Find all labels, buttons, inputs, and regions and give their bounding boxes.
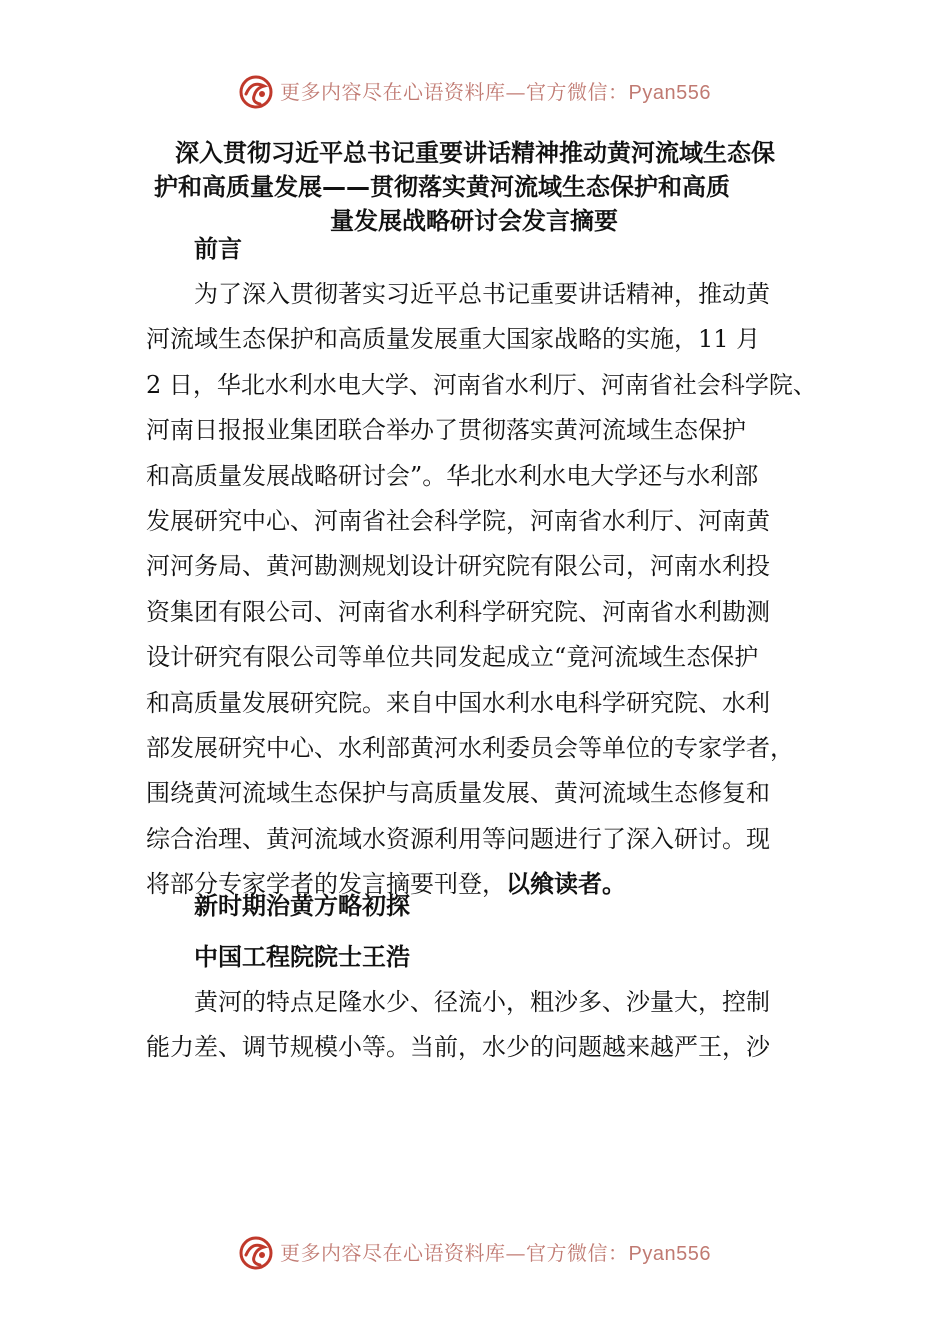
paragraph-line: 河南日报报业集团联合举办了贯彻落实黄河流域生态保护: [146, 416, 746, 445]
title-line-3: 量发展战略研讨会发言摘要: [330, 207, 618, 235]
paragraph-last-text: 将部分专家学者的发言摘要刊登，: [146, 870, 506, 899]
swirl-logo-icon: [238, 74, 274, 110]
title-line-1: 深入贯彻习近平总书记重要讲话精神推动黄河流域生态保: [175, 139, 775, 167]
title-line-2: 护和高质量发展——贯彻落实黄河流域生态保护和高质: [154, 173, 730, 201]
paragraph-line: 黄河的特点足隆水少、径流小，粗沙多、沙量大，控制: [194, 988, 770, 1016]
watermark-text: 更多内容尽在心语资料库—官方微信：Pyan556: [280, 1241, 711, 1265]
author-heading: 中国工程院院士王浩: [194, 943, 410, 971]
watermark-wechat: Pyan556: [628, 1243, 711, 1265]
section-heading: 新时期治黄方略初探: [194, 892, 410, 920]
paragraph-line: 和高质量发展战略研讨会”。华北水利水电大学还与水利部: [146, 461, 759, 490]
watermark-text: 更多内容尽在心语资料库—官方微信：Pyan556: [280, 80, 711, 104]
paragraph-line: 能力差、调节规模小等。当前，水少的问题越来越严王，沙: [146, 1033, 770, 1062]
paragraph-line: 和高质量发展研究院。来自中国水利水电科学研究院、水利: [146, 688, 770, 717]
paragraph-line: 河河务局、黄河勘测规划设计研究院有限公司，河南水利投: [146, 552, 770, 581]
paragraph-line: 发展研究中心、河南省社会科学院，河南省水利厅、河南黄: [146, 507, 770, 536]
preface-heading: 前言: [194, 235, 242, 263]
paragraph-last-bold: 以飨读者。: [506, 870, 626, 899]
paragraph-line: 设计研究有限公司等单位共同发起成立“竟河流域生态保护: [146, 643, 759, 672]
swirl-logo-icon: [238, 1235, 274, 1271]
preface-paragraph: [146, 272, 816, 908]
watermark-banner-bottom: [0, 1233, 950, 1273]
paragraph-line: 综合治理、黄河流域水资源利用等问题进行了深入研讨。现: [146, 824, 770, 853]
document-title: [140, 136, 810, 238]
paragraph-line: 河流域生态保护和高质量发展重大国家战略的实施，11 月: [146, 325, 761, 354]
paragraph-line: 为了深入贯彻著实习近平总书记重要讲话精神，推动黄: [194, 280, 770, 308]
paragraph-line: 2 日，华北水利水电大学、河南省水利厅、河南省社会科学院、: [146, 370, 817, 399]
watermark-banner-top: [0, 72, 950, 112]
paragraph-line: 部发展研究中心、水利部黄河水利委员会等单位的专家学者，: [146, 734, 794, 763]
watermark-wechat: Pyan556: [628, 82, 711, 104]
section-paragraph: [146, 980, 816, 1071]
paragraph-line: 围绕黄河流域生态保护与高质量发展、黄河流域生态修复和: [146, 779, 770, 808]
paragraph-line: 资集团有限公司、河南省水利科学研究院、河南省水利勘测: [146, 597, 770, 626]
